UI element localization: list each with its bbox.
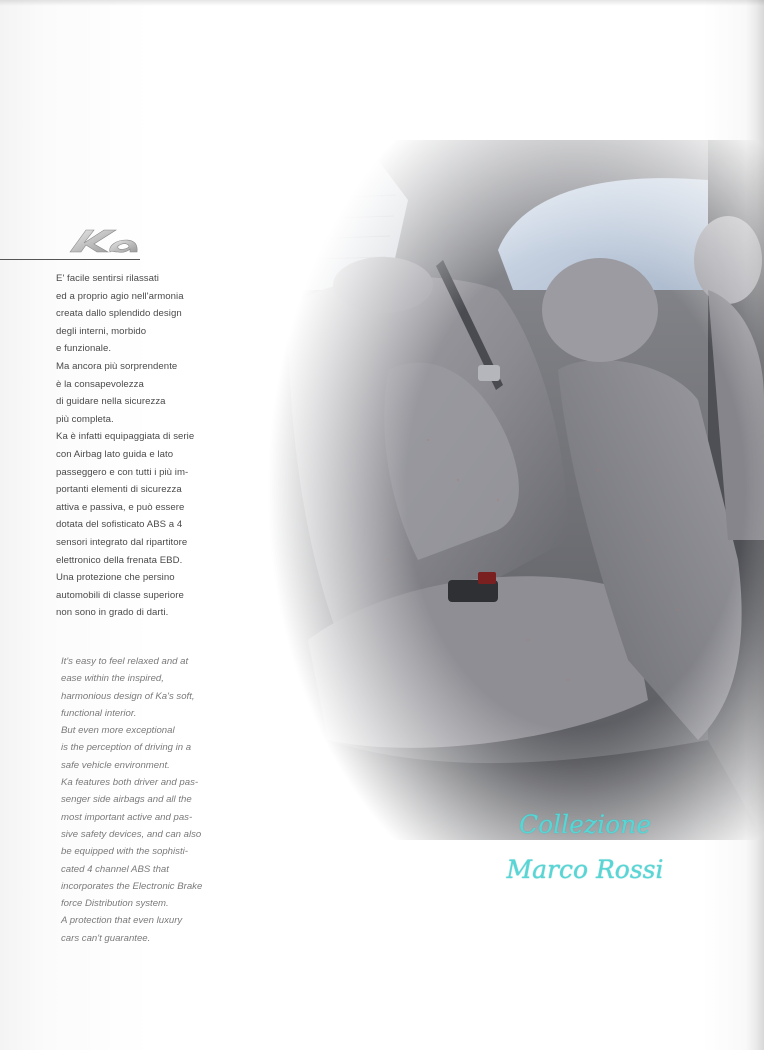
italian-line: portanti elementi di sicurezza bbox=[56, 484, 182, 496]
english-body-text bbox=[61, 653, 231, 947]
english-line: incorporates the Electronic Brake bbox=[61, 880, 203, 892]
english-line: safe vehicle environment. bbox=[61, 759, 170, 771]
italian-line: E' facile sentirsi rilassati bbox=[56, 273, 159, 284]
italian-line: elettronico della frenata EBD. bbox=[56, 554, 183, 566]
english-line: is the perception of driving in a bbox=[61, 742, 192, 754]
italian-line: non sono in grado di darti. bbox=[56, 607, 169, 619]
italian-line: con Airbag lato guida e lato bbox=[56, 448, 174, 460]
italian-body-text bbox=[56, 270, 226, 622]
english-line: A protection that even luxury bbox=[61, 915, 183, 927]
italian-line: automobili di classe superiore bbox=[56, 589, 184, 601]
italian-line: Ka è infatti equipaggiata di serie bbox=[56, 431, 195, 443]
page-top-shadow bbox=[0, 0, 764, 6]
english-line: sive safety devices, and can also bbox=[61, 828, 202, 840]
italian-line: e funzionale. bbox=[56, 343, 112, 355]
english-line: Ka features both driver and pas- bbox=[61, 777, 199, 789]
rear-seat-interior-photo bbox=[268, 140, 764, 840]
english-line: But even more exceptional bbox=[61, 725, 175, 737]
english-line: senger side airbags and all the bbox=[61, 794, 192, 806]
watermark-owner: Marco Rossi bbox=[506, 855, 664, 884]
italian-line: ed a proprio agio nell'armonia bbox=[56, 290, 184, 302]
italian-line: più completa. bbox=[56, 413, 114, 425]
italian-line: di guidare nella sicurezza bbox=[56, 396, 166, 408]
english-line: cars can't guarantee. bbox=[61, 932, 151, 944]
english-line: most important active and pas- bbox=[61, 811, 193, 823]
english-line: It's easy to feel relaxed and at bbox=[61, 656, 189, 667]
logo-underline-rule bbox=[0, 259, 140, 260]
english-line: harmonious design of Ka's soft, bbox=[61, 690, 195, 702]
english-line: force Distribution system. bbox=[61, 898, 169, 910]
italian-line: attiva e passiva, e può essere bbox=[56, 501, 185, 513]
italian-line: Ma ancora più sorprendente bbox=[56, 360, 178, 372]
italian-line: degli interni, morbido bbox=[56, 325, 147, 337]
italian-line: creata dallo splendido design bbox=[56, 308, 182, 320]
ka-logo-icon bbox=[64, 222, 144, 256]
italian-line: passeggero e con tutti i più im- bbox=[56, 466, 189, 478]
english-line: cated 4 channel ABS that bbox=[61, 863, 169, 875]
italian-line: Una protezione che persino bbox=[56, 572, 175, 584]
english-line: ease within the inspired, bbox=[61, 673, 164, 685]
watermark-collection: Collezione bbox=[518, 810, 652, 839]
english-line: be equipped with the sophisti- bbox=[61, 846, 188, 858]
english-line: functional interior. bbox=[61, 707, 137, 719]
italian-line: dotata del sofisticato ABS a 4 bbox=[56, 519, 183, 531]
italian-line: è la consapevolezza bbox=[56, 378, 144, 390]
italian-line: sensori integrato dal ripartitore bbox=[56, 536, 188, 548]
